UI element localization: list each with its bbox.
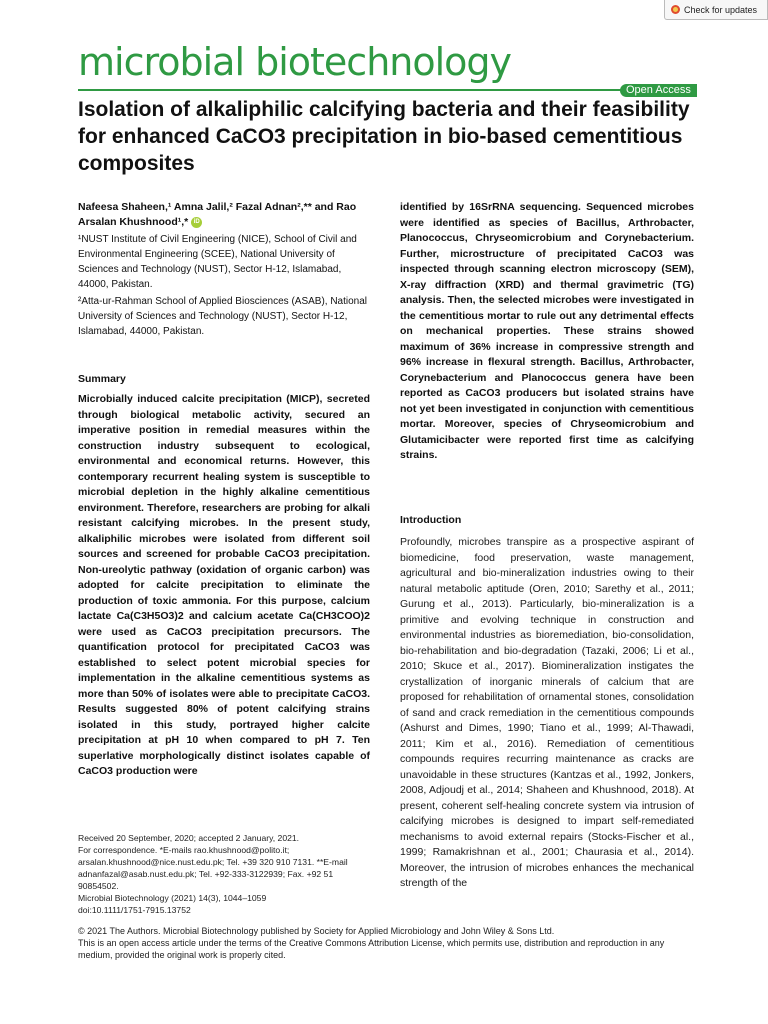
summary-continued: identified by 16SrRNA sequencing. Sequenced microbes were identified as species of Bacillus, Arthrobacter, Planococcus, Chryseomicrobium and Corynebacterium. Further, microstructure of precipitated CaCO3 was inspected through scanning electron microscopy (SEM), X-ray diffraction (XRD) and thermal gravimetric (TG) analysis. Then, the selected microbes were investigated in the cementitious mortar to rule out any detrimental effects on mechanical properties. These strains showed maximum of 36% increase in compressive strength and 96% increase in flexural strength. Bacillus, Arthrobacter, Corynebacterium and Planococcus genera have been reported as CaCO3 producers but isolated strains have not yet been investigated in conjunction with cementitious mortar. Moreover, species of Chryseomicrobium and Glutamicibacter were reported first time as calcifying strains. [400, 201, 694, 461]
article-title [78, 96, 698, 177]
journal-name: microbial biotechnology [78, 40, 512, 84]
header-rule [78, 89, 692, 91]
crossmark-icon [671, 5, 680, 14]
check-for-updates-button[interactable] [664, 0, 768, 20]
open-access-badge: Open Access [620, 84, 697, 97]
check-for-updates-label: Check for updates [684, 5, 758, 15]
affiliation-2: ²Atta-ur-Rahman School of Applied Biosciences (ASAB), National University of Sciences and Technology (NUST), Sector H-12, Islamabad, 44000, Pakistan. [78, 296, 368, 337]
copyright-line: © 2021 The Authors. Microbial Biotechnology published by Society for Applied Microbiology and John Wiley & Sons Ltd. [78, 926, 555, 936]
received-dates: Received 20 September, 2020; accepted 2 January, 2021. [78, 833, 300, 843]
introduction-text: Profoundly, microbes transpire as a prospective aspirant of biomedicine, food preservation, waste management, agricultural and bio-mineralization industries owing to their natural metabolic aptitude (Oren, 2010; Sarethy et al., 2011; Gurung et al., 2013). Particularly, bio-mineralization is a primitive and evolving technique in construction and environmental industries as bioremediation, bio-consolidation, bio-rehabilitation and bio-degradation (Tazaki, 2006; Li et al., 2010; Skuce et al., 2017). Biomineralization instigates the crystallization of inorganic minerals of calcium that are proposed for rehabilitation of ornamental stones, consolidation of sand and crack remediation in the cementitious compounds (Ashurst and Dimes, 1990; Tiano et al., 1999; Al-Thawadi, 2011; Kim et al., 2016). Remediation of cementitious compounds requires recurring maintenance as cracks are unavoidable in these structures (Kantzas et al., 1992, Jonkers, 2008, Adjoudj et al., 2014; Shaheen and Khushnood, 2018). At present, coherent self-healing concrete system via intrusion of calcifying microbes is designed to impart self-remediated mechanisms to avoid external repairs (Stocks-Fischer et al., 1999; Ramakrishnan et al., 2001; Chaurasia et al., 2014). Moreover, the intrusion of microbes enhances the mechanical strength of the [400, 536, 694, 889]
summary-heading: Summary [78, 373, 126, 385]
license-footer [78, 925, 694, 961]
correspondence: For correspondence. *E-mails rao.khushnood@polito.it; arsalan.khushnood@nice.nust.edu.pk; Tel. +39 320 910 7131. **E-mail adnanfazal@asab.nust.edu.pk; Tel. +92-333-3122939; Fax. +92 51 90854502. [78, 845, 348, 891]
author-list [78, 200, 378, 230]
article-title-text: Isolation of alkaliphilic calcifying bacteria and their feasibility for enhanced CaCO3 precipitation in bio-based cementitious composites [78, 98, 690, 175]
orcid-icon[interactable]: iD [191, 217, 202, 228]
authors-text: Nafeesa Shaheen,¹ Amna Jalil,² Fazal Adnan²,** and Rao Arsalan Khushnood¹,* [78, 201, 357, 228]
affiliations [78, 232, 374, 341]
summary-text: Microbially induced calcite precipitation (MICP), secreted through biological metabolic activity, secured an imperative position in remedial measures within the construction industry subsequent to ecological, environmental and economical returns. However, this contemporary recurrent healing system is susceptible to microbial depletion in the highly alkaline cementitious environment. Therefore, researchers are probing for alkali resistant calcifying microbes. In the present study, alkaliphilic microbes were isolated from different soil sources and screened for probable CaCO3 precipitation. Non-ureolytic pathway (oxidation of organic carbon) was adopted for calcite precipitation to eliminate the production of toxic ammonia. For this purpose, calcium lactate Ca(C3H5O3)2 and calcium acetate Ca(CH3COO)2 were used as CaCO3 precipitation precursors. The quantification protocol for precipitated CaCO3 was established to select potent microbial species for implementation in the alkaline cementitious systems as more than 50% of isolates were able to precipitate CaCO3. Results suggested 80% of potent calcifying strains isolated in this study, portrayed higher calcite precipitation at pH 10 when compared to pH 7. Ten superlative morphologically distinct isolates capable of CaCO3 production were [78, 393, 370, 777]
license-line: This is an open access article under the terms of the Creative Commons Attribution License, which permits use, distribution and reproduction in any medium, provided the original work is properly cited. [78, 938, 665, 960]
received-info [78, 832, 370, 916]
citation: Microbial Biotechnology (2021) 14(3), 1044–1059 [78, 893, 267, 903]
affiliation-1: ¹NUST Institute of Civil Engineering (NICE), School of Civil and Environmental Engineering (SCEE), National University of Sciences and Technology (NUST), Sector H-12, Islamabad, 44000, Pakistan. [78, 234, 357, 290]
doi: doi:10.1111/1751-7915.13752 [78, 905, 191, 915]
introduction-heading: Introduction [400, 514, 462, 526]
